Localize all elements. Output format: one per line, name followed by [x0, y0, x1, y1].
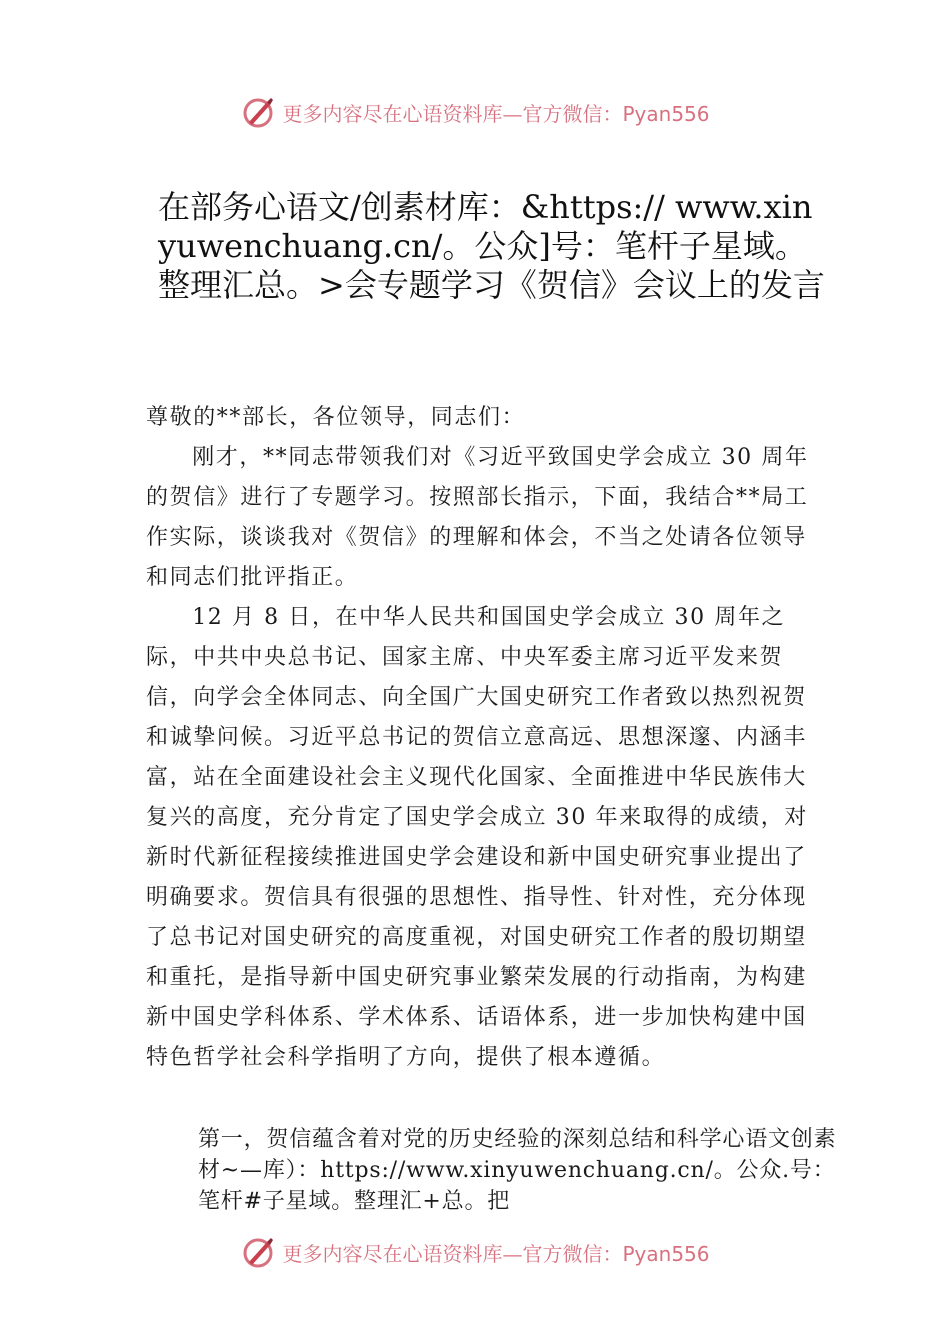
- banner-text: 更多内容尽在心语资料库—官方微信：Pyan556: [282, 101, 710, 126]
- paragraph-point-one: 第一，贺信蕴含着对党的历史经验的深刻总结和科学心语文创素材~—库）：https://www.xinyuwenchuang.cn/。公众.号：笔杆#子星域。整理汇+总。把: [198, 1127, 837, 1214]
- banner-wechat-id: Pyan556: [622, 1241, 710, 1266]
- footer-banner: [0, 1234, 950, 1270]
- document-body: [146, 398, 812, 1078]
- pen-logo-icon: [240, 1234, 276, 1270]
- pen-logo-icon: [240, 94, 276, 130]
- header-banner: [0, 94, 950, 130]
- banner-wechat-id: Pyan556: [622, 101, 710, 126]
- paragraph-2: 12 月 8 日，在中华人民共和国国史学会成立 30 周年之际，中共中央总书记、国家主席、中央军委主席习近平发来贺信，向学会全体同志、向全国广大国史研究工作者致以热烈祝贺和诚挚问候。习近平总书记的贺信立意高远、思想深邃、内涵丰富，站在全面建设社会主义现代化国家、全面推进中华民族伟大复兴的高度，充分肯定了国史学会成立 30 年来取得的成绩，对新时代新征程接续推进国史学会建设和新中国史研究事业提出了明确要求。贺信具有很强的思想性、指导性、针对性，充分体现了总书记对国史研究的高度重视，对国史研究工作者的殷切期望和重托，是指导新中国史研究事业繁荣发展的行动指南，为构建新中国史学科体系、学术体系、话语体系，进一步加快构建中国特色哲学社会科学指明了方向，提供了根本遵循。: [146, 605, 808, 1070]
- document-title: 在部务心语文/创素材库：&https:// www.xinyuwenchuang.cn/。公众]号：笔杆子星域。整理汇总。>会专题学习《贺信》会议上的发言: [158, 188, 825, 304]
- salutation: 尊敬的**部长，各位领导，同志们：: [146, 405, 526, 430]
- banner-text: 更多内容尽在心语资料库—官方微信：Pyan556: [282, 1241, 710, 1266]
- paragraph-1: 刚才，**同志带领我们对《习近平致国史学会成立 30 周年的贺信》进行了专题学习。按照部长指示，下面，我结合**局工作实际，谈谈我对《贺信》的理解和体会，不当之处请各位领导和同志们批评指正。: [146, 445, 809, 590]
